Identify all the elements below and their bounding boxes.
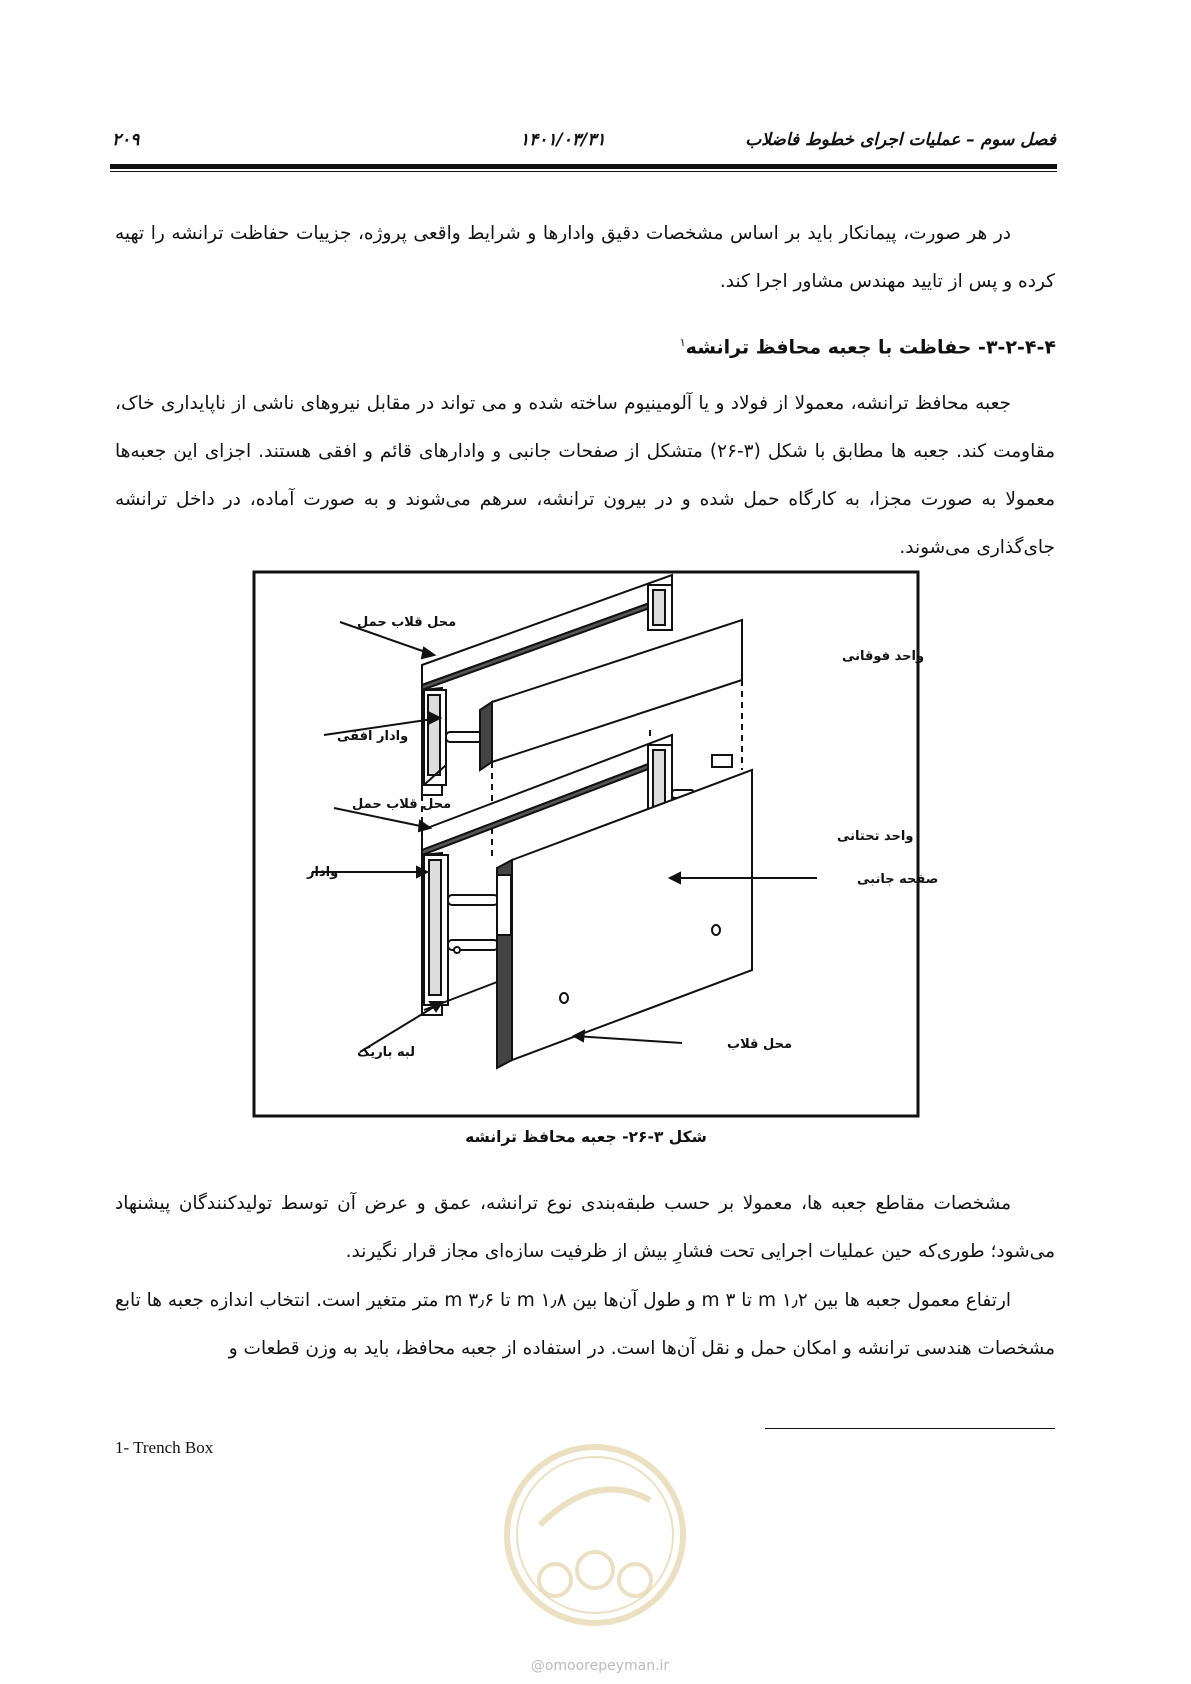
paragraph-1-text: جعبه محافظ ترانشه، معمولا از فولاد و یا آلومینیوم ساخته شده و می تواند در مقابل نیروهای ناشی از ناپایداری خاک، مقاومت کند. جعبه ها مطابق با شکل (۳-۲۶) متشکل از صفحات جانبی و وادارهای قائم و افقی هستند. اجزای این جعبه‌ها معمولا به صورت مجزا، به کارگاه حمل شده و در بیرون ترانشه، سرهم می‌شوند و به صورت آماده، در داخل ترانشه جای‌گذاری می‌شوند. (115, 393, 1055, 558)
upper-left-bracket (424, 690, 446, 785)
trench-box-figure (252, 570, 939, 1118)
header-date: ۱۴۰۱/۰۳/۳۱ (520, 130, 606, 150)
page-number: ۲۰۹ (112, 130, 140, 150)
logo-calligraphy (540, 1489, 650, 1525)
footnote: 1- Trench Box (115, 1438, 214, 1457)
gear-icon (539, 1564, 571, 1596)
label-sharp-edge: لبه باریک (357, 1045, 416, 1060)
label-hook-location-1: محل قلاب حمل (357, 615, 457, 630)
label-hook-location-2: محل قلاب حمل (352, 797, 452, 812)
upper-right-bracket (648, 585, 672, 630)
label-horizontal-strut: وادار افقی (337, 729, 409, 744)
footnote-rule (765, 1428, 1055, 1429)
watermark-logo (500, 1440, 690, 1650)
gear-icon-right (619, 1564, 651, 1596)
header-rule (110, 164, 1057, 169)
section-heading (680, 336, 1056, 358)
header-rule-thin (110, 171, 1057, 172)
paragraph-2-text: مشخصات مقاطع جعبه ها، معمولا بر حسب طبقه‌بندی نوع ترانشه، عمق و عرض آن توسط تولیدکنندگان پیشنهاد می‌شود؛ طوری‌که حین عملیات اجرایی تحت فشارِ بیش از ظرفیت سازه‌ای مجاز قرار نگیرند. (115, 1193, 1055, 1262)
paragraph-3-text: ارتفاع معمول جعبه ها بین ۱٫۲ m تا ۳ m و طول آن‌ها بین ۱٫۸ m تا ۳٫۶ m متر متغیر است. انتخاب اندازه جعبه ها تابع مشخصات هندسی ترانشه و امکان حمل و نقل آن‌ها است. در استفاده از جعبه محافظ، باید به وزن قطعات و (115, 1290, 1055, 1359)
figure-caption: شکل ۳-۲۶- جعبه محافظ ترانشه (465, 1128, 707, 1146)
label-hook: محل قلاب (727, 1037, 792, 1052)
footnote-mark: ۱ (679, 336, 686, 349)
section-heading-text: ۳-۲-۴-۴- حفاظت با جعبه محافظ ترانشه (685, 336, 1056, 359)
chapter-title: فصل سوم – عملیات اجرای خطوط فاضلاب (745, 130, 1056, 150)
paragraph-1 (115, 380, 1055, 572)
watermark-url: @omoorepeyman.ir (530, 1658, 670, 1674)
intro-paragraph (115, 210, 1055, 306)
label-upper-unit: واحد فوقانی (842, 649, 925, 664)
label-side-plate: صفحه جانبی (857, 872, 939, 887)
intro-paragraph-text: در هر صورت، پیمانکار باید بر اساس مشخصات دقیق وادارها و شرایط واقعی پروژه، جزییات حفاظت ترانشه را تهیه کرده و پس از تایید مهندس مشاور اجرا کند. (115, 223, 1055, 292)
paragraph-3 (115, 1277, 1055, 1373)
paragraph-2 (115, 1180, 1055, 1276)
label-strut: وادار (307, 865, 339, 880)
label-lower-unit: واحد تحتانی (837, 829, 914, 844)
gear-icon-center (577, 1552, 613, 1588)
